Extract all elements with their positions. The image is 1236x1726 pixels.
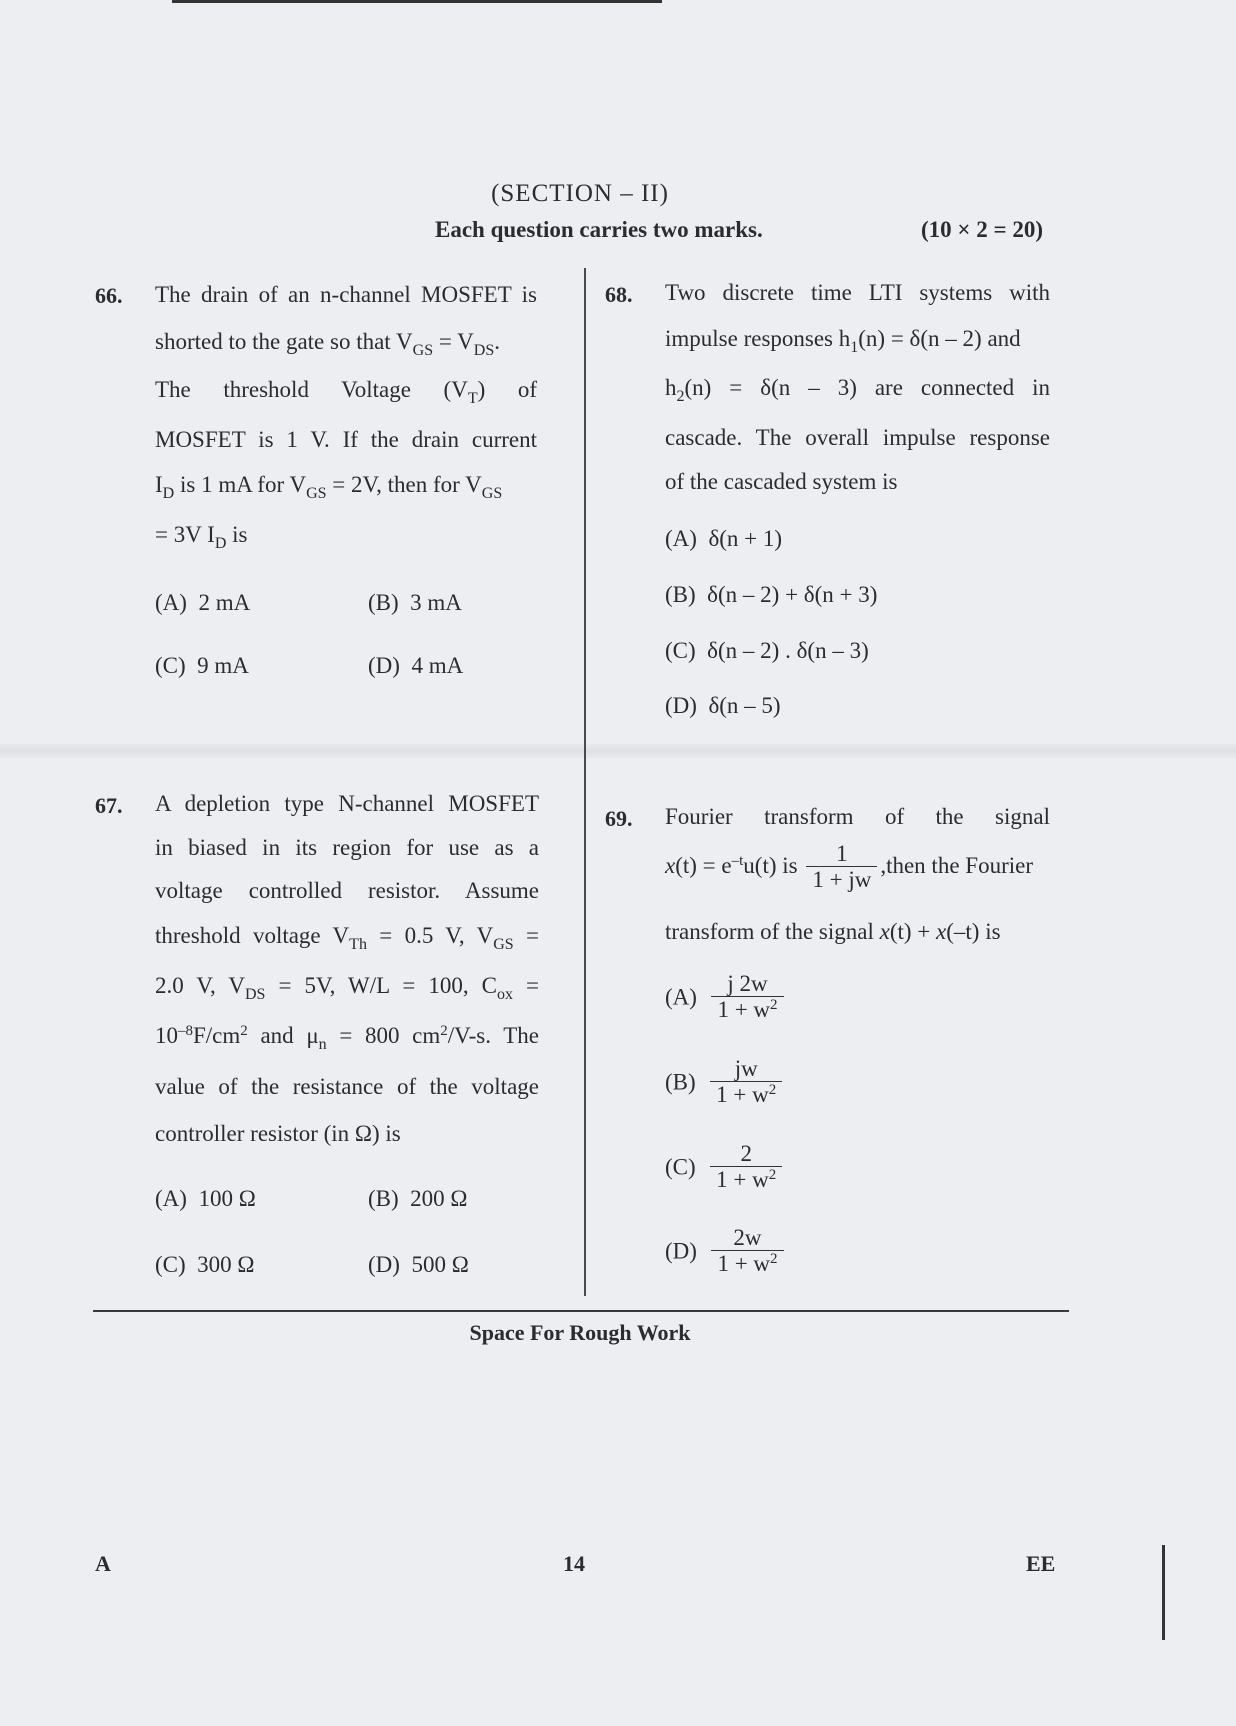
option-b[interactable]: (B) 200 Ω xyxy=(368,1186,468,1211)
section-title: (SECTION – II) xyxy=(491,180,669,207)
option-b[interactable]: (B) 3 mA xyxy=(368,590,462,615)
edge-mark xyxy=(1162,1545,1165,1640)
option-a[interactable]: (A) $\frac{j 2w}{1 + w^2}$ xyxy=(665,972,787,1024)
option-c[interactable]: (C) 9 mA xyxy=(155,653,249,678)
top-rule xyxy=(172,0,662,3)
option-b[interactable]: (B) $\frac{jw}{1 + w^2}$ xyxy=(665,1057,785,1109)
question-number: 68. xyxy=(605,282,633,307)
scan-band xyxy=(0,744,1236,758)
option-d[interactable]: (D) 500 Ω xyxy=(368,1252,469,1277)
option-a[interactable]: (A) δ(n + 1) xyxy=(665,526,783,551)
question-number: 67. xyxy=(95,793,123,818)
marks-note: Each question carries two marks. xyxy=(435,217,763,242)
exam-page: (SECTION – II) Each question carries two marks. (10 × 2 = 20) 66. The drain of an n-channel MOSFET is shorted to the gate so that $V_{GS} = V_{DS}$. The threshold Voltage $(V_T)$ of MOSFET is 1 V. If the drain current $I_D$ is 1 mA for $V_{GS} = 2V$, then for $V_{GS}$ = 3V $I_D$ is (A) 2 mA (B) 3 mA (C) 9 mA (D) 4 mA 67. A depletion type N-channel MOSFET in biased in its region for use as a voltage controlled resistor. Assume threshold voltage $V_{Th} = 0.5$ V, $V_{GS}$ = 2.0 V, $V_{DS} = 5V$, W/L = 100, $C_{ox}$ = $10^{-8}F/cm^2$ and $\mu_n = 800$ $cm^2/V-s$. The value of the resistance of the voltage controller resistor (in Ω) is (A) 100 Ω (B) 200 Ω (C) 300 Ω (D) 500 Ω 68. Two discrete time LTI systems with impulse responses $h_1(n) = \delta(n - 2)$ and $h_2(n) = \delta(n - 3)$ are connected in cascade. The overall impulse response of the cascaded system is (A) δ(n + 1) (B) δ(n – 2) + δ(n + 3) (C) δ(n – 2) . δ(n – 3) (D) δ(n – 5) 69. Fourier transform of the signal $x(t) = e^{-t}u(t)$ is $\frac{1}{1 + jw}$ ,then the Fourier transform of the signal x(t) + x(–t) is (A) $\frac{j 2w}{1 + w^2}$ (B) $\frac{jw}{1 + w^2}$ (C) $\frac{2}{1 + w^2}$ (D) $\frac{2w}{1 + w^2}$ Space For Rough Work A 14 EE xyxy=(0,0,1236,1726)
subject-code: EE xyxy=(1026,1551,1056,1576)
column-divider xyxy=(584,268,586,1296)
option-c[interactable]: (C) 300 Ω xyxy=(155,1252,255,1277)
option-b[interactable]: (B) δ(n – 2) + δ(n + 3) xyxy=(665,582,878,607)
page-number: 14 xyxy=(563,1551,585,1576)
option-c[interactable]: (C) δ(n – 2) . δ(n – 3) xyxy=(665,638,869,663)
option-d[interactable]: (D) 4 mA xyxy=(368,653,464,678)
question-number: 66. xyxy=(95,283,123,308)
marks-total: (10 × 2 = 20) xyxy=(921,217,1044,242)
bottom-rule xyxy=(93,1310,1069,1312)
option-c[interactable]: (C) $\frac{2}{1 + w^2}$ xyxy=(665,1142,785,1194)
set-code: A xyxy=(95,1551,111,1576)
rough-work-label: Space For Rough Work xyxy=(469,1320,691,1345)
option-a[interactable]: (A) 2 mA xyxy=(155,590,251,615)
option-a[interactable]: (A) 100 Ω xyxy=(155,1186,256,1211)
question-number: 69. xyxy=(605,806,633,831)
option-d[interactable]: (D) δ(n – 5) xyxy=(665,693,781,718)
option-d[interactable]: (D) $\frac{2w}{1 + w^2}$ xyxy=(665,1226,787,1278)
